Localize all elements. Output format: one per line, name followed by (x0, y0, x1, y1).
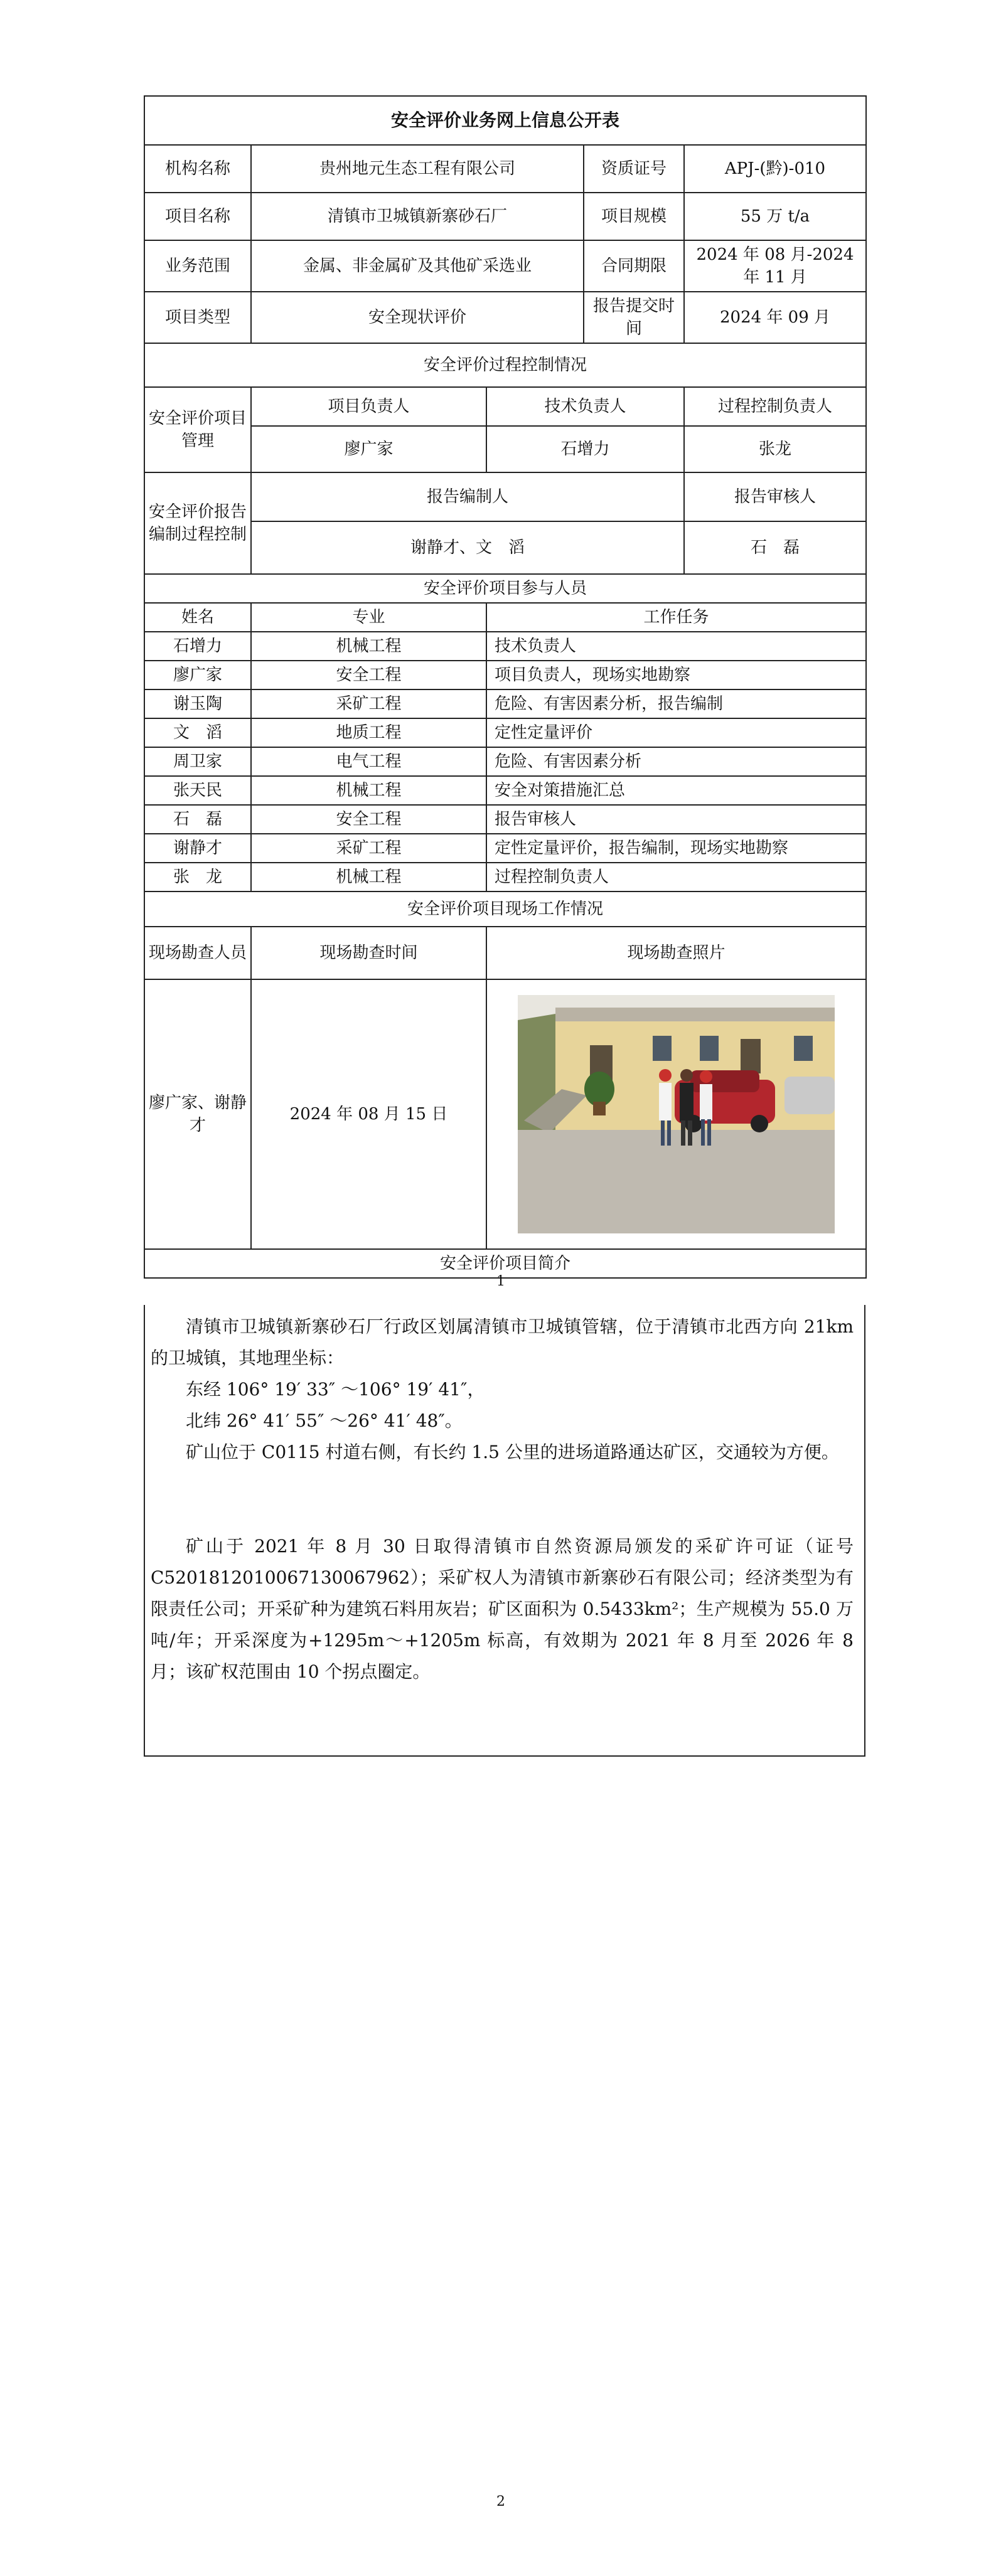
staff-major: 采矿工程 (251, 834, 486, 863)
staff-major: 地质工程 (251, 718, 486, 747)
submit-label: 报告提交时间 (584, 292, 684, 343)
staff-name: 谢静才 (144, 834, 251, 863)
type-value: 安全现状评价 (251, 292, 584, 343)
summary-paragraph-longitude: 东经 106° 19′ 33″ ～106° 19′ 41″， (186, 1379, 485, 1400)
site-time-value: 2024 年 08 月 15 日 (251, 979, 486, 1249)
cert-label: 资质证号 (584, 145, 684, 193)
org-value: 贵州地元生态工程有限公司 (251, 145, 584, 193)
table-row (144, 863, 866, 891)
org-label: 机构名称 (144, 145, 251, 193)
staff-major: 安全工程 (251, 661, 486, 689)
site-people-header: 现场勘查人员 (144, 927, 251, 979)
staff-major: 安全工程 (251, 805, 486, 834)
mgmt-label: 安全评价项目管理 (144, 387, 251, 472)
tech-header: 技术负责人 (486, 387, 684, 426)
staff-name: 张天民 (144, 776, 251, 805)
summary-paragraph-license: 矿山于 2021 年 8 月 30 日取得清镇市自然资源局颁发的采矿许可证（证号 C5201812010067130067962）；采矿权人为清镇市新寨砂石有限公司；经济类型为有限责任公司；开采矿种为建筑石料用灰岩；矿区面积为 0.5433km²；生产规模为 55.0 万吨/年；开采深度为+1295m～+1205m 标高，有效期为 2021 年 8 月至 2026 年 8 月；该矿权范围由 10 个拐点圈定。 (151, 1536, 854, 1682)
project-value: 清镇市卫城镇新寨砂石厂 (251, 193, 584, 240)
summary-paragraph-latitude: 北纬 26° 41′ 55″ ～26° 41′ 48″。 (186, 1410, 463, 1431)
scope-label: 业务范围 (144, 240, 251, 292)
summary-paragraph-traffic: 矿山位于 C0115 村道右侧，有长约 1.5 公里的进场道路通达矿区，交通较为方便。 (186, 1442, 839, 1462)
staff-name: 周卫家 (144, 747, 251, 776)
staff-major: 机械工程 (251, 632, 486, 661)
staff-header-name: 姓名 (144, 603, 251, 632)
site-time-header: 现场勘查时间 (251, 927, 486, 979)
staff-task: 危险、有害因素分析 (486, 747, 866, 776)
submit-value: 2024 年 09 月 (684, 292, 866, 343)
table-row (144, 747, 866, 776)
reviewer-header: 报告审核人 (684, 472, 866, 521)
disclosure-table (144, 95, 867, 1279)
pm-value: 廖广家 (251, 426, 486, 472)
scale-label: 项目规模 (584, 193, 684, 240)
staff-header-major: 专业 (251, 603, 486, 632)
scope-value: 金属、非金属矿及其他矿采选业 (251, 240, 584, 292)
staff-task: 项目负责人，现场实地勘察 (486, 661, 866, 689)
period-label: 合同期限 (584, 240, 684, 292)
staff-task: 危险、有害因素分析，报告编制 (486, 689, 866, 718)
scale-value: 55 万 t/a (684, 193, 866, 240)
staff-task: 安全对策措施汇总 (486, 776, 866, 805)
table-row (144, 689, 866, 718)
table-row (144, 632, 866, 661)
site-section-title: 安全评价项目现场工作情况 (144, 891, 866, 927)
staff-major: 机械工程 (251, 863, 486, 891)
process-section-title: 安全评价过程控制情况 (144, 343, 866, 387)
pm-header: 项目负责人 (251, 387, 486, 426)
reviewer-value: 石 磊 (684, 521, 866, 574)
type-label: 项目类型 (144, 292, 251, 343)
staff-major: 电气工程 (251, 747, 486, 776)
table-title: 安全评价业务网上信息公开表 (144, 96, 866, 145)
staff-name: 谢玉陶 (144, 689, 251, 718)
author-value: 谢静才、文 滔 (251, 521, 684, 574)
page-number-2: 2 (496, 2494, 505, 2509)
table-row (144, 834, 866, 863)
project-label: 项目名称 (144, 193, 251, 240)
site-photo-cell (486, 979, 866, 1249)
staff-name: 廖广家 (144, 661, 251, 689)
table-row (144, 805, 866, 834)
staff-header-task: 工作任务 (486, 603, 866, 632)
staff-name: 石 磊 (144, 805, 251, 834)
site-people-value: 廖广家、谢静才 (144, 979, 251, 1249)
author-header: 报告编制人 (251, 472, 684, 521)
staff-section-title: 安全评价项目参与人员 (144, 574, 866, 603)
cert-value: APJ-(黔)-010 (684, 145, 866, 193)
summary-paragraph-location: 清镇市卫城镇新寨砂石厂行政区划属清镇市卫城镇管辖，位于清镇市北西方向 21km 的卫城镇，其地理坐标： (151, 1316, 854, 1368)
site-photo-header: 现场勘查照片 (486, 927, 866, 979)
site-photo-illustration (518, 995, 835, 1233)
staff-task: 定性定量评价，报告编制，现场实地勘察 (486, 834, 866, 863)
staff-major: 采矿工程 (251, 689, 486, 718)
table-row (144, 718, 866, 747)
table-row (144, 661, 866, 689)
tech-value: 石增力 (486, 426, 684, 472)
staff-name: 文 滔 (144, 718, 251, 747)
ctrl-value: 张龙 (684, 426, 866, 472)
staff-task: 技术负责人 (486, 632, 866, 661)
summary-title: 安全评价项目简介 (144, 1249, 866, 1278)
page-number-1: 1 (496, 1274, 505, 1289)
staff-major: 机械工程 (251, 776, 486, 805)
ctrl-header: 过程控制负责人 (684, 387, 866, 426)
staff-task: 报告审核人 (486, 805, 866, 834)
staff-name: 石增力 (144, 632, 251, 661)
staff-name: 张 龙 (144, 863, 251, 891)
staff-task: 过程控制负责人 (486, 863, 866, 891)
report-label: 安全评价报告编制过程控制 (144, 472, 251, 574)
period-value: 2024 年 08 月-2024 年 11 月 (684, 240, 866, 292)
table-row (144, 776, 866, 805)
staff-task: 定性定量评价 (486, 718, 866, 747)
site-survey-photo (518, 995, 835, 1233)
